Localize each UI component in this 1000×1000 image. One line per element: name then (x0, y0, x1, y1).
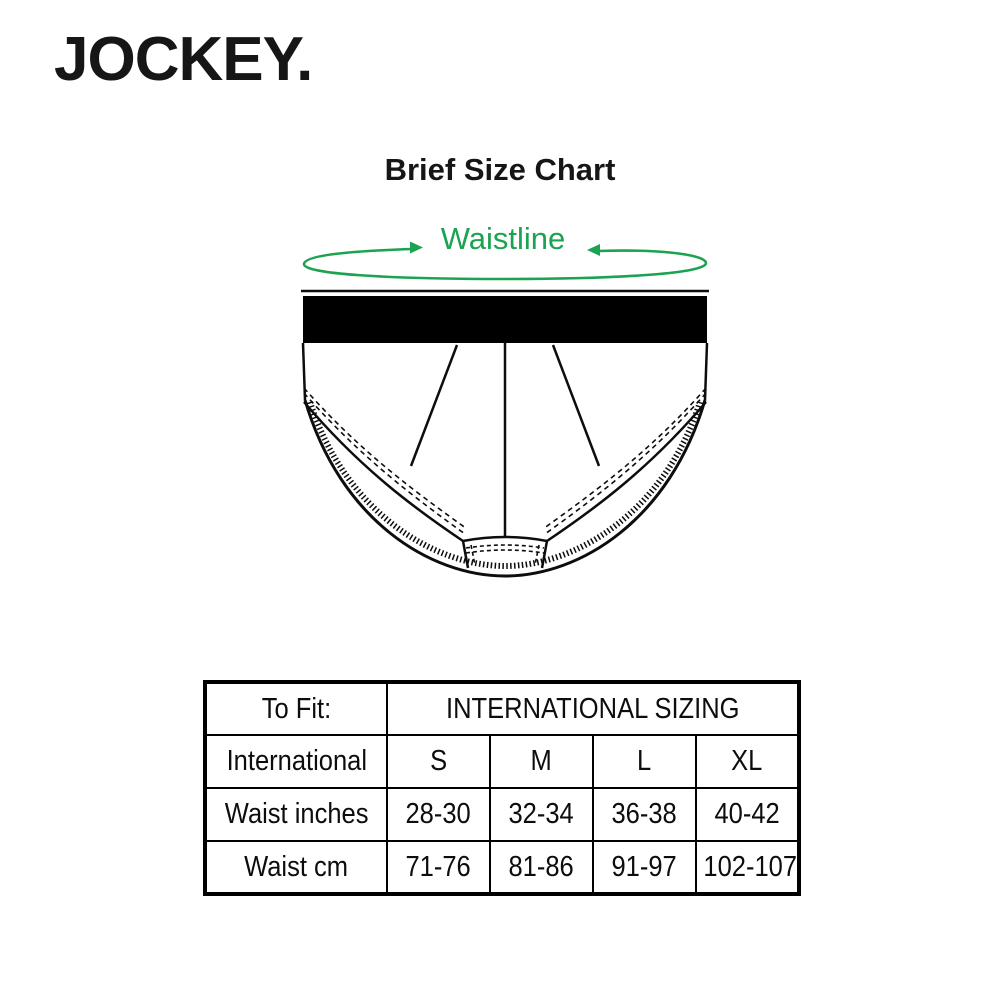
size-cell: 36-38 (593, 788, 696, 841)
to-fit-header (205, 682, 387, 735)
table-row-waist-inches (205, 788, 799, 841)
size-cell: 71-76 (387, 841, 490, 894)
right-side-seam (705, 343, 707, 400)
size-cell: M (490, 735, 593, 788)
international-sizing-header (387, 682, 799, 735)
crotch-stitching (466, 545, 544, 565)
size-cell: 91-97 (593, 841, 696, 894)
left-fly-seam (411, 345, 457, 466)
brief-drawing (301, 291, 709, 576)
size-cell: 102-107 (696, 841, 799, 894)
size-cell: L (593, 735, 696, 788)
table-row-international (205, 735, 799, 788)
left-side-seam (303, 343, 305, 400)
right-fly-seam (553, 345, 599, 466)
row-label: Waist inches (205, 788, 387, 841)
crotch-panel-left (463, 541, 468, 568)
size-cell: 28-30 (387, 788, 490, 841)
size-cell: S (387, 735, 490, 788)
size-cell: 81-86 (490, 841, 593, 894)
row-label: International (205, 735, 387, 788)
brief-diagram (275, 210, 725, 595)
size-cell: XL (696, 735, 799, 788)
waistband (303, 296, 707, 343)
waistline-label: Waistline (440, 221, 566, 256)
row-label: Waist cm (205, 841, 387, 894)
table-row-waist-cm (205, 841, 799, 894)
international-sizing-label: INTERNATIONAL SIZING (445, 692, 740, 725)
size-cell: 40-42 (696, 788, 799, 841)
size-table (203, 680, 801, 896)
size-cell: 32-34 (490, 788, 593, 841)
to-fit-label: To Fit: (261, 692, 332, 725)
table-header-row (205, 682, 799, 735)
crotch-panel-top (463, 537, 547, 541)
jockey-logo: JOCKEY. (54, 25, 313, 94)
crotch-panel-right (542, 541, 547, 568)
page-title: Brief Size Chart (384, 152, 616, 187)
